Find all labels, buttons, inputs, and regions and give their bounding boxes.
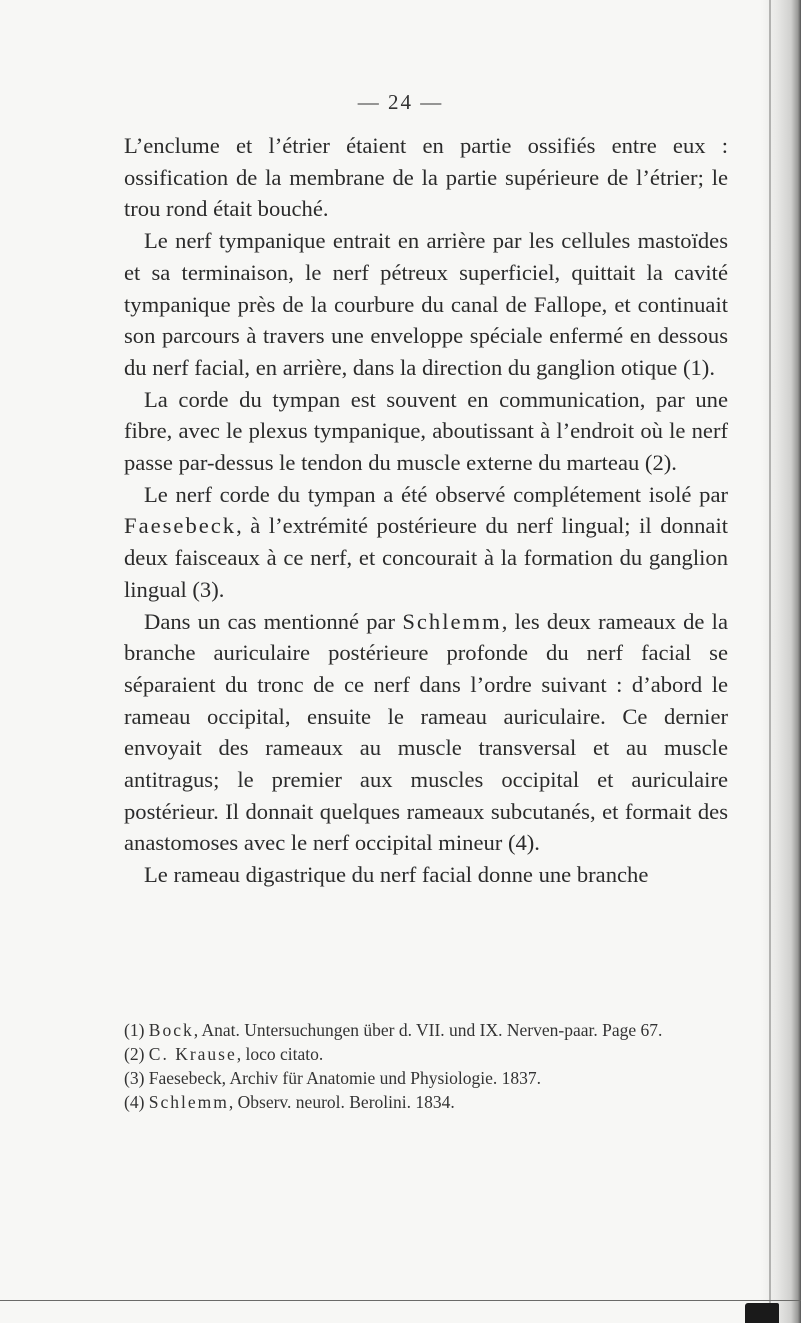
author-schlemm: Schlemm (402, 608, 502, 634)
paragraph-4 (124, 479, 728, 606)
footnote-4 (124, 1090, 728, 1114)
footnote-1 (124, 1018, 728, 1042)
footnote-author: Faesebeck (148, 1068, 222, 1088)
footnote-number: (4) (124, 1092, 145, 1112)
footnote-2 (124, 1042, 728, 1066)
footnote-text: , Observ. neurol. Berolini. 1834. (228, 1092, 455, 1112)
paragraph-5-before: Dans un cas mentionné par (144, 608, 403, 634)
footnote-3 (124, 1066, 728, 1090)
footnote-number: (1) (124, 1020, 145, 1040)
paragraph-3: La corde du tympan est souvent en communication, par une fibre, avec le plexus tympanique, aboutissant à l’endroit où le nerf passe par-dessus le tendon du muscle externe du marteau (2). (124, 386, 728, 476)
binding-edge (761, 0, 801, 1323)
footnote-text: , Anat. Untersuchungen über d. VII. und IX. Nerven-paar. Page 67. (193, 1020, 663, 1040)
paragraph-5 (124, 606, 728, 860)
body-text (124, 130, 728, 891)
paragraph-4-after: , à l’extrémité postérieure du nerf lingual; il donnait deux faisceaux à ce nerf, et concourait à la formation du ganglion lingual (3). (124, 513, 728, 602)
footnote-author: Schlemm (148, 1092, 229, 1112)
paragraph-4-before: Le nerf corde du tympan a été observé complétement isolé par (144, 481, 728, 507)
footnote-author: Bock (148, 1020, 194, 1040)
scan-artifact (745, 1303, 779, 1323)
footnote-text: , Archiv für Anatomie und Physiologie. 1837. (221, 1068, 542, 1088)
footnote-number: (2) (124, 1044, 145, 1064)
footnote-author: C. Krause (148, 1044, 237, 1064)
paragraph-5-after: , les deux rameaux de la branche auriculaire postérieure profonde du nerf facial se séparaient du tronc de ce nerf dans l’ordre suivant : d’abord le rameau occipital, ensuite le rameau auriculaire. Ce dernier envoyait des rameaux au muscle transversal et au muscle antitragus; le premier aux muscles occipital et auriculaire postérieur. Il donnait quelques rameaux subcutanés, et formait des anastomoses avec le nerf occipital mineur (4). (124, 608, 728, 856)
paragraph-6: Le rameau digastrique du nerf facial donne une branche (144, 862, 649, 888)
paragraph-2: Le nerf tympanique entrait en arrière par les cellules mastoïdes et sa terminaison, le nerf pétreux superficiel, quittait la cavité tympanique près de la courbure du canal de Fallope, et continuait son parcours à travers une enveloppe spéciale enfermé en dessous du nerf facial, en arrière, dans la direction du ganglion otique (1). (124, 228, 728, 380)
author-faesebeck: Faesebeck (124, 513, 237, 539)
page-number: — 24 — (357, 90, 444, 114)
paragraph-1: L’enclume et l’étrier étaient en partie ossifiés entre eux : ossification de la membrane de la partie supérieure de l’étrier; le trou rond était bouché. (124, 133, 728, 222)
footnotes (124, 1018, 728, 1114)
footnote-number: (3) (124, 1068, 145, 1088)
binding-line (769, 0, 771, 1323)
bottom-rule (0, 1300, 801, 1301)
footnote-text: , loco citato. (236, 1044, 324, 1064)
